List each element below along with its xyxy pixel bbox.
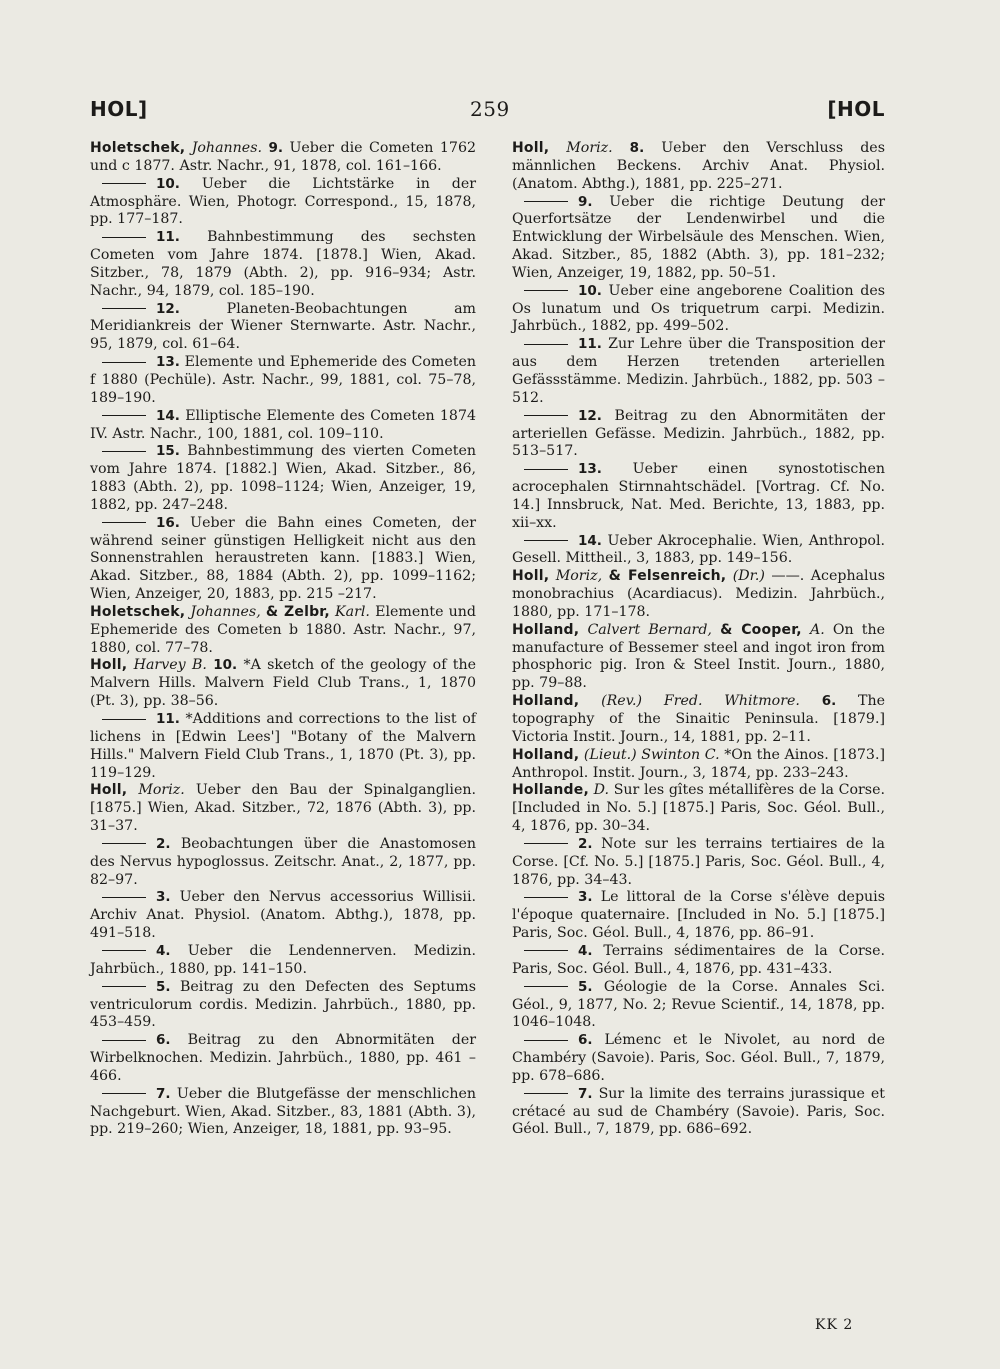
entry-text: Beitrag zu den Abnormitäten der arteriellen Gefässe. Medizin. Jahrbüch., 1882, pp. 513–517.	[512, 407, 885, 460]
ditto-dash	[102, 1040, 146, 1041]
bibliography-entry	[90, 604, 476, 658]
ditto-dash	[524, 1093, 568, 1094]
entry-text: Planeten-Beobachtungen am Meridiankreis der Wiener Sternwarte. Astr. Nachr., 95, 1879, col. 61–64.	[90, 300, 477, 353]
entry-number: 10.	[213, 657, 238, 674]
running-head-right: [HOL	[827, 97, 885, 121]
entry-text: Ueber die Lendennerven. Medizin. Jahrbüch., 1880, pp. 141–150.	[90, 942, 476, 977]
entry-text: Ueber eine angeborene Coalition des Os lunatum und Os triquetrum carpi. Medizin. Jahrbüch., 1882, pp. 499–502.	[512, 282, 886, 335]
entry-number: 9.	[578, 193, 593, 210]
ditto-dash	[524, 897, 568, 898]
bibliography-entry	[90, 443, 476, 514]
ditto-dash	[102, 522, 146, 523]
entry-text: Bahnbestimmung des vierten Cometen vom Jahre 1874. [1882.] Wien, Akad. Sitzber., 86, 1883 (Abth. 2), pp. 1098–1124; Wien, Anzeiger, 19, 1882, pp. 247–248.	[90, 443, 477, 513]
bibliography-entry	[512, 943, 885, 979]
left-column	[90, 140, 476, 1139]
entry-text: Sur la limite des terrains jurassique et crétacé au sud de Chambéry (Savoie). Paris, Soc. Géol. Bull., 7, 1879, pp. 686–692.	[512, 1085, 886, 1138]
entry-number: 11.	[156, 229, 180, 246]
ditto-dash	[524, 290, 568, 291]
entry-author: Holetschek,	[90, 140, 186, 156]
entry-text: Beitrag zu den Abnormitäten der Wirbelknochen. Medizin. Jahrbüch., 1880, pp. 461 –466.	[90, 1032, 476, 1084]
entry-number: 6.	[156, 1032, 171, 1049]
ditto-dash	[102, 362, 146, 363]
entry-text: Terrains sédimentaires de la Corse. Paris, Soc. Géol. Bull., 4, 1876, pp. 431–433.	[512, 942, 885, 977]
entry-number: 4.	[156, 942, 171, 959]
entry-number: 6.	[821, 693, 837, 710]
ditto-dash	[524, 986, 568, 987]
entry-text: Beitrag zu den Defecten des Septums ventriculorum cordis. Medizin. Jahrbüch., 1880, pp. 453–459.	[90, 978, 476, 1031]
bibliography-entry	[90, 301, 476, 355]
bibliography-entry	[90, 140, 476, 176]
bibliography-entry	[90, 176, 476, 230]
bibliography-entry	[90, 943, 476, 979]
ditto-dash	[524, 540, 568, 541]
bibliography-entry	[512, 889, 885, 943]
entry-author: Holl,	[90, 782, 128, 799]
bibliography-entry	[512, 622, 885, 693]
bibliography-entry	[512, 533, 885, 569]
bibliography-entry	[512, 336, 885, 407]
entry-text: Lémenc et le Nivolet, au nord de Chambéry (Savoie). Paris, Soc. Géol. Bull., 7, 1879, pp. 678–686.	[512, 1032, 885, 1084]
entry-number: 4.	[578, 942, 593, 959]
bibliography-entry	[90, 657, 476, 711]
bibliography-entry	[512, 140, 885, 194]
entry-number: 14.	[156, 407, 180, 424]
entry-text: Sur les gîtes métallifères de la Corse. [Included in No. 5.] [1875.] Paris, Soc. Géol. Bull., 4, 1876, pp. 30–34.	[512, 782, 885, 835]
ditto-dash	[524, 469, 568, 470]
entry-text: *A sketch of the geology of the Malvern Hills. Malvern Field Club Trans., 1, 1870 (Pt. 3), pp. 38–56.	[90, 657, 477, 710]
entry-number: 3.	[156, 889, 171, 906]
entry-number: 10.	[156, 175, 180, 192]
entry-text: Ueber einen synostotischen acrocephalen Stirnnahtschädel. [Vortrag. Cf. No. 14.] Innsbruck, Nat. Med. Berichte, 13, 1883, pp. xii–xx.	[512, 461, 886, 531]
entry-number: 11.	[578, 336, 602, 353]
entry-text: Elemente und Ephemeride des Cometen b 1880. Astr. Nachr., 97, 1880, col. 77–78.	[90, 603, 476, 656]
ditto-dash	[102, 1093, 146, 1094]
bibliography-entry	[512, 782, 885, 836]
ditto-dash	[102, 183, 146, 184]
entry-number: 5.	[156, 978, 171, 995]
bibliography-entry	[512, 568, 885, 622]
entry-given-name: (Lieut.) Swinton C.	[583, 746, 720, 763]
entry-coauthor-given-name: A.	[809, 621, 825, 638]
entry-given-name: Calvert Bernard,	[587, 621, 712, 638]
entry-text: Bahnbestimmung des sechsten Cometen vom Jahre 1874. [1878.] Wien, Akad. Sitzber., 78, 1879 (Abth. 2), pp. 916–934; Astr. Nachr., 94, 1879, col. 185–190.	[90, 229, 476, 299]
ditto-dash	[102, 308, 146, 309]
bibliography-entry	[90, 229, 476, 300]
entry-given-name: Johannes.	[191, 140, 262, 156]
ditto-dash	[524, 1040, 568, 1041]
entry-author: Hollande,	[512, 782, 589, 799]
entry-author: Holland,	[512, 746, 580, 763]
entry-text: Ueber die Cometen 1762 und c 1877. Astr. Nachr., 91, 1878, col. 161–166.	[90, 140, 476, 174]
ditto-dash	[102, 950, 146, 951]
bibliography-entry	[512, 747, 885, 783]
bibliography-entry	[512, 693, 885, 747]
bibliography-entry	[90, 515, 476, 604]
ditto-dash	[524, 344, 568, 345]
entry-text: Ueber den Nervus accessorius Willisii. Archiv Anat. Physiol. (Anatom. Abthg.), 1878, pp. 491–518.	[90, 889, 476, 942]
entry-coauthor: & Zelbr,	[265, 603, 330, 620]
entry-number: 5.	[578, 978, 593, 995]
entry-text: Ueber den Verschluss des männlichen Beckens. Archiv Anat. Physiol. (Anatom. Abthg.), 1881, pp. 225–271.	[512, 140, 885, 192]
entry-coauthor: & Felsenreich,	[608, 568, 727, 585]
entry-author: Holl,	[512, 140, 550, 156]
bibliography-entry	[512, 461, 885, 532]
bibliography-entry	[90, 1086, 476, 1140]
bibliography-entry	[512, 1086, 885, 1140]
bibliography-entry	[512, 283, 885, 337]
ditto-dash	[102, 719, 146, 720]
right-column	[512, 140, 885, 1139]
bibliography-entry	[90, 836, 476, 890]
bibliography-entry	[512, 408, 885, 462]
entry-given-name: (Rev.) Fred. Whitmore.	[601, 693, 800, 710]
entry-given-name: Moriz.	[138, 782, 185, 799]
entry-author: Holl,	[512, 568, 550, 585]
entry-number: 2.	[578, 835, 593, 852]
bibliography-entry	[512, 194, 885, 283]
bibliography-entry	[90, 889, 476, 943]
ditto-dash	[102, 986, 146, 987]
entry-text: Géologie de la Corse. Annales Sci. Géol., 9, 1877, No. 2; Revue Scientif., 14, 1878, pp. 1046–1048.	[512, 978, 885, 1031]
entry-number: 13.	[578, 461, 602, 478]
entry-coauthor: & Cooper,	[720, 621, 802, 638]
ditto-dash	[102, 897, 146, 898]
ditto-dash	[102, 237, 146, 238]
bibliography-entry	[90, 711, 476, 782]
entry-number: 7.	[578, 1085, 593, 1102]
ditto-dash	[524, 950, 568, 951]
entry-text: Ueber die Blutgefässe der menschlichen Nachgeburt. Wien, Akad. Sitzber., 83, 1881 (Abth. 3), pp. 219–260; Wien, Anzeiger, 18, 1881, pp. 93–95.	[90, 1085, 477, 1138]
entry-text: Beobachtungen über die Anastomosen des Nervus hypoglossus. Zeitschr. Anat., 2, 1877, pp. 82–97.	[90, 835, 476, 888]
ditto-dash	[524, 201, 568, 202]
running-head-left: HOL]	[90, 97, 148, 121]
entry-text: *Additions and corrections to the list of lichens in [Edwin Lees'] "Botany of the Malvern Hills." Malvern Field Club Trans., 1, 1870 (Pt. 3), pp. 119–129.	[90, 711, 476, 781]
entry-author: Holland,	[512, 693, 580, 710]
page-number: 259	[470, 97, 510, 121]
bibliography-entry	[512, 1032, 885, 1086]
bibliography-entry	[512, 836, 885, 890]
entry-author: Holland,	[512, 621, 580, 638]
bibliography-entry	[90, 354, 476, 408]
ditto-dash	[102, 415, 146, 416]
bibliography-entry	[90, 1032, 476, 1086]
entry-number: 14.	[578, 532, 602, 549]
entry-text: Ueber die richtige Deutung der Querfortsätze der Lendenwirbel und die Entwicklung der Wirbelsäule des Menschen. Wien, Akad. Sitzber., 85, 1882 (Abth. 3), pp. 181–232; Wien, Anzeiger, 19, 1882, pp. 50–51.	[512, 193, 885, 281]
entry-number: 2.	[156, 835, 171, 852]
bibliography-entry	[90, 408, 476, 444]
bibliography-entry	[90, 979, 476, 1033]
entry-author: Holl,	[90, 657, 128, 674]
entry-given-name: D.	[593, 782, 610, 799]
entry-given-name: Harvey B.	[133, 657, 207, 674]
entry-given-name: Johannes,	[190, 603, 261, 620]
entry-number: 12.	[156, 300, 180, 317]
entry-number: 8.	[629, 140, 645, 156]
entry-number: 15.	[156, 443, 180, 460]
entry-text: Ueber die Lichtstärke in der Atmosphäre. Wien, Photogr. Correspond., 15, 1878, pp. 177–187.	[90, 175, 477, 228]
entry-text: Elliptische Elemente des Cometen 1874 IV. Astr. Nachr., 100, 1881, col. 109–110.	[90, 407, 476, 442]
entry-text: Zur Lehre über die Transposition der aus dem Herzen tretenden arteriellen Gefässstämme. Medizin. Jahrbüch., 1882, pp. 503 –512.	[512, 336, 885, 406]
ditto-dash	[524, 415, 568, 416]
entry-coauthor-given-name: Karl.	[335, 603, 370, 620]
entry-number: 12.	[578, 407, 602, 424]
entry-text: Ueber Akrocephalie. Wien, Anthropol. Gesell. Mittheil., 3, 1883, pp. 149–156.	[512, 532, 885, 567]
entry-text: On the manufacture of Bessemer steel and ingot iron from phosphoric pig. Iron & Steel Instit. Journ., 1880, pp. 79–88.	[512, 621, 886, 692]
entry-number: 11.	[156, 711, 180, 727]
entry-text: ——. Acephalus monobrachius (Acardiacus). Medizin. Jahrbüch., 1880, pp. 171–178.	[512, 568, 885, 620]
entry-text: Ueber die Bahn eines Cometen, der während seiner günstigen Helligkeit nicht aus den Sonnenstrahlen heraustreten kann. [1883.] Wien, Akad. Sitzber., 88, 1884 (Abth. 2), pp. 1099–1162; Wien, Anzeiger, 20, 1883, pp. 215 –217.	[90, 514, 476, 603]
entry-coauthor-given-name: (Dr.)	[732, 568, 765, 585]
ditto-dash	[524, 843, 568, 844]
bibliography-entry	[90, 782, 476, 836]
entry-text: Note sur les terrains tertiaires de la Corse. [Cf. No. 5.] [1875.] Paris, Soc. Géol. Bull., 4, 1876, pp. 34–43.	[512, 835, 885, 888]
ditto-dash	[102, 843, 146, 844]
bibliography-entry	[512, 979, 885, 1033]
signature-mark: KK 2	[815, 1317, 854, 1333]
entry-number: 6.	[578, 1032, 593, 1049]
entry-author: Holetschek,	[90, 603, 186, 620]
entry-number: 16.	[156, 514, 180, 531]
entry-number: 3.	[578, 889, 593, 906]
entry-number: 9.	[268, 140, 283, 156]
entry-number: 10.	[578, 282, 602, 299]
entry-number: 13.	[156, 354, 180, 371]
entry-given-name: Moriz,	[555, 568, 603, 585]
ditto-dash	[102, 451, 146, 452]
entry-number: 7.	[156, 1085, 171, 1102]
running-head	[90, 97, 885, 127]
entry-text: Le littoral de la Corse s'élève depuis l'époque quaternaire. [Included in No. 5.] [1875.] Paris, Soc. Géol. Bull., 4, 1876, pp. 86–91.	[512, 889, 885, 942]
entry-text: The topography of the Sinaitic Peninsula. [1879.] Victoria Instit. Journ., 14, 1881, pp. 2–11.	[512, 693, 886, 745]
entry-given-name: Moriz.	[566, 140, 613, 156]
entry-text: Ueber den Bau der Spinalganglien. [1875.] Wien, Akad. Sitzber., 72, 1876 (Abth. 3), pp. 31–37.	[90, 782, 477, 835]
entry-text: Elemente und Ephemeride des Cometen f 1880 (Pechüle). Astr. Nachr., 99, 1881, col. 75–78, 189–190.	[90, 354, 476, 406]
entry-text: *On the Ainos. [1873.] Anthropol. Instit. Journ., 3, 1874, pp. 233–243.	[512, 746, 885, 781]
